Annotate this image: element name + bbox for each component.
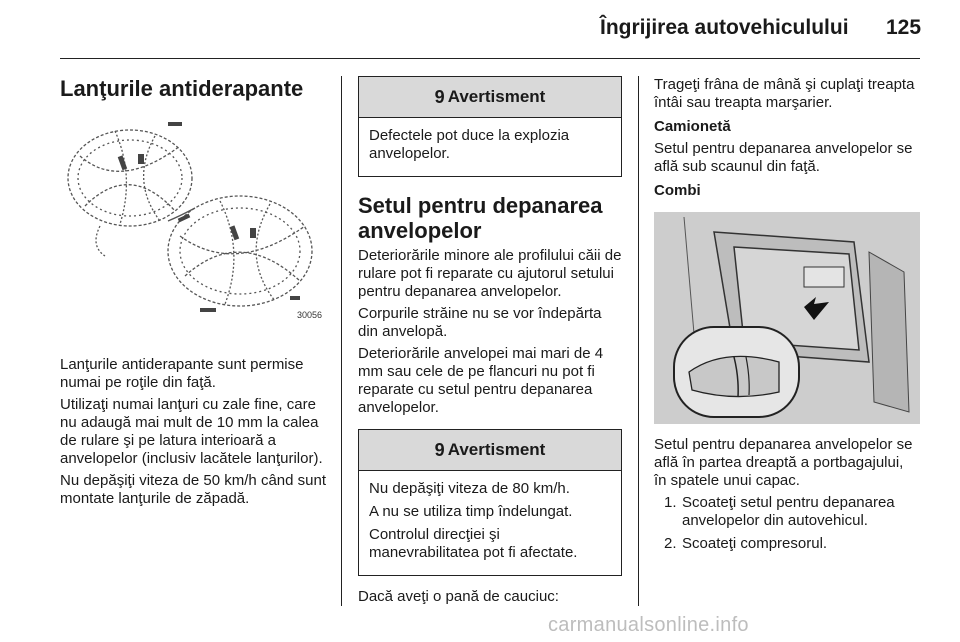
figure-code: 30056 xyxy=(296,310,322,320)
column-kit-location xyxy=(654,76,920,558)
paragraph: Deteriorările anvelopei mai mari de 4 mm sau cele de pe flancuri nu pot fi reparate cu setul pentru depanarea anvelopelor. xyxy=(358,345,604,416)
list-item xyxy=(654,494,920,530)
paragraph: Corpurile străine nu se vor îndepărta din anvelopă. xyxy=(358,305,602,340)
list-item-number: 1. xyxy=(664,494,677,511)
paragraph: Deteriorările minore ale profilului căii de rulare pot fi reparate cu ajutorul setului pentru depanarea anvelopelor. xyxy=(358,247,622,300)
subheading-combi: Combi xyxy=(654,182,701,199)
list-item xyxy=(654,535,920,553)
warning-box xyxy=(358,76,622,177)
subheading-van: Camionetă xyxy=(654,118,731,135)
column-divider-1 xyxy=(341,76,342,606)
warning-icon: 9 xyxy=(434,86,445,107)
warning-body xyxy=(359,118,621,176)
page-header-title: Îngrijirea autovehiculului xyxy=(600,16,849,39)
warning-header xyxy=(359,430,621,471)
trunk-illustration xyxy=(654,212,920,424)
column-divider-2 xyxy=(638,76,639,606)
snow-chains-drawing xyxy=(60,116,326,326)
trunk-drawing xyxy=(654,212,920,424)
snow-chains-illustration xyxy=(60,116,326,326)
header-divider xyxy=(60,58,920,59)
warning-label: Avertisment xyxy=(447,440,546,459)
warning-label: Avertisment xyxy=(447,87,546,106)
paragraph: Trageţi frâna de mână şi cuplaţi treapta întâi sau treapta marşarier. xyxy=(654,76,915,111)
warning-body xyxy=(359,471,621,575)
warning-line: Controlul direcţiei şi manevrabilitatea pot fi afectate. xyxy=(369,526,578,561)
paragraph: Lanţurile antiderapante sunt permise numai pe roţile din faţă. xyxy=(60,356,304,391)
paragraph: Nu depăşiţi viteza de 50 km/h când sunt montate lanţurile de zăpadă. xyxy=(60,472,326,507)
warning-line: Nu depăşiţi viteza de 80 km/h. xyxy=(369,480,570,497)
instruction-list xyxy=(654,494,920,553)
warning-line: A nu se utiliza timp îndelungat. xyxy=(369,503,573,520)
section-title-snow-chains: Lanţurile antiderapante xyxy=(60,76,304,101)
column-snow-chains xyxy=(60,76,326,512)
warning-box xyxy=(358,429,622,576)
paragraph: Utilizaţi numai lanţuri cu zale fine, care nu adaugă mai mult de 10 mm la calea de rulare şi pe latura interioară a anvelopelor (inclusiv lacătele lanţurilor). xyxy=(60,396,323,467)
warning-text: Defectele pot duce la explozia anvelopelor. xyxy=(369,127,570,162)
page-number: 125 xyxy=(886,16,922,39)
list-item-text: Scoateţi setul pentru depanarea anvelopelor din autovehicul. xyxy=(682,494,895,529)
list-item-text: Scoateţi compresorul. xyxy=(682,535,828,552)
warning-icon: 9 xyxy=(434,439,445,460)
paragraph: Setul pentru depanarea anvelopelor se află sub scaunul din faţă. xyxy=(654,140,913,175)
paragraph: Dacă aveţi o pană de cauciuc: xyxy=(358,588,559,605)
section-title-repair-kit: Setul pentru depanarea anvelopelor xyxy=(358,193,603,243)
list-item-number: 2. xyxy=(664,535,677,552)
warning-header xyxy=(359,77,621,118)
watermark: carmanualsonline.info xyxy=(548,614,749,636)
paragraph: Setul pentru depanarea anvelopelor se află în partea dreaptă a portbagajului, în spatele unui capac. xyxy=(654,436,913,489)
column-repair-kit xyxy=(358,76,622,610)
